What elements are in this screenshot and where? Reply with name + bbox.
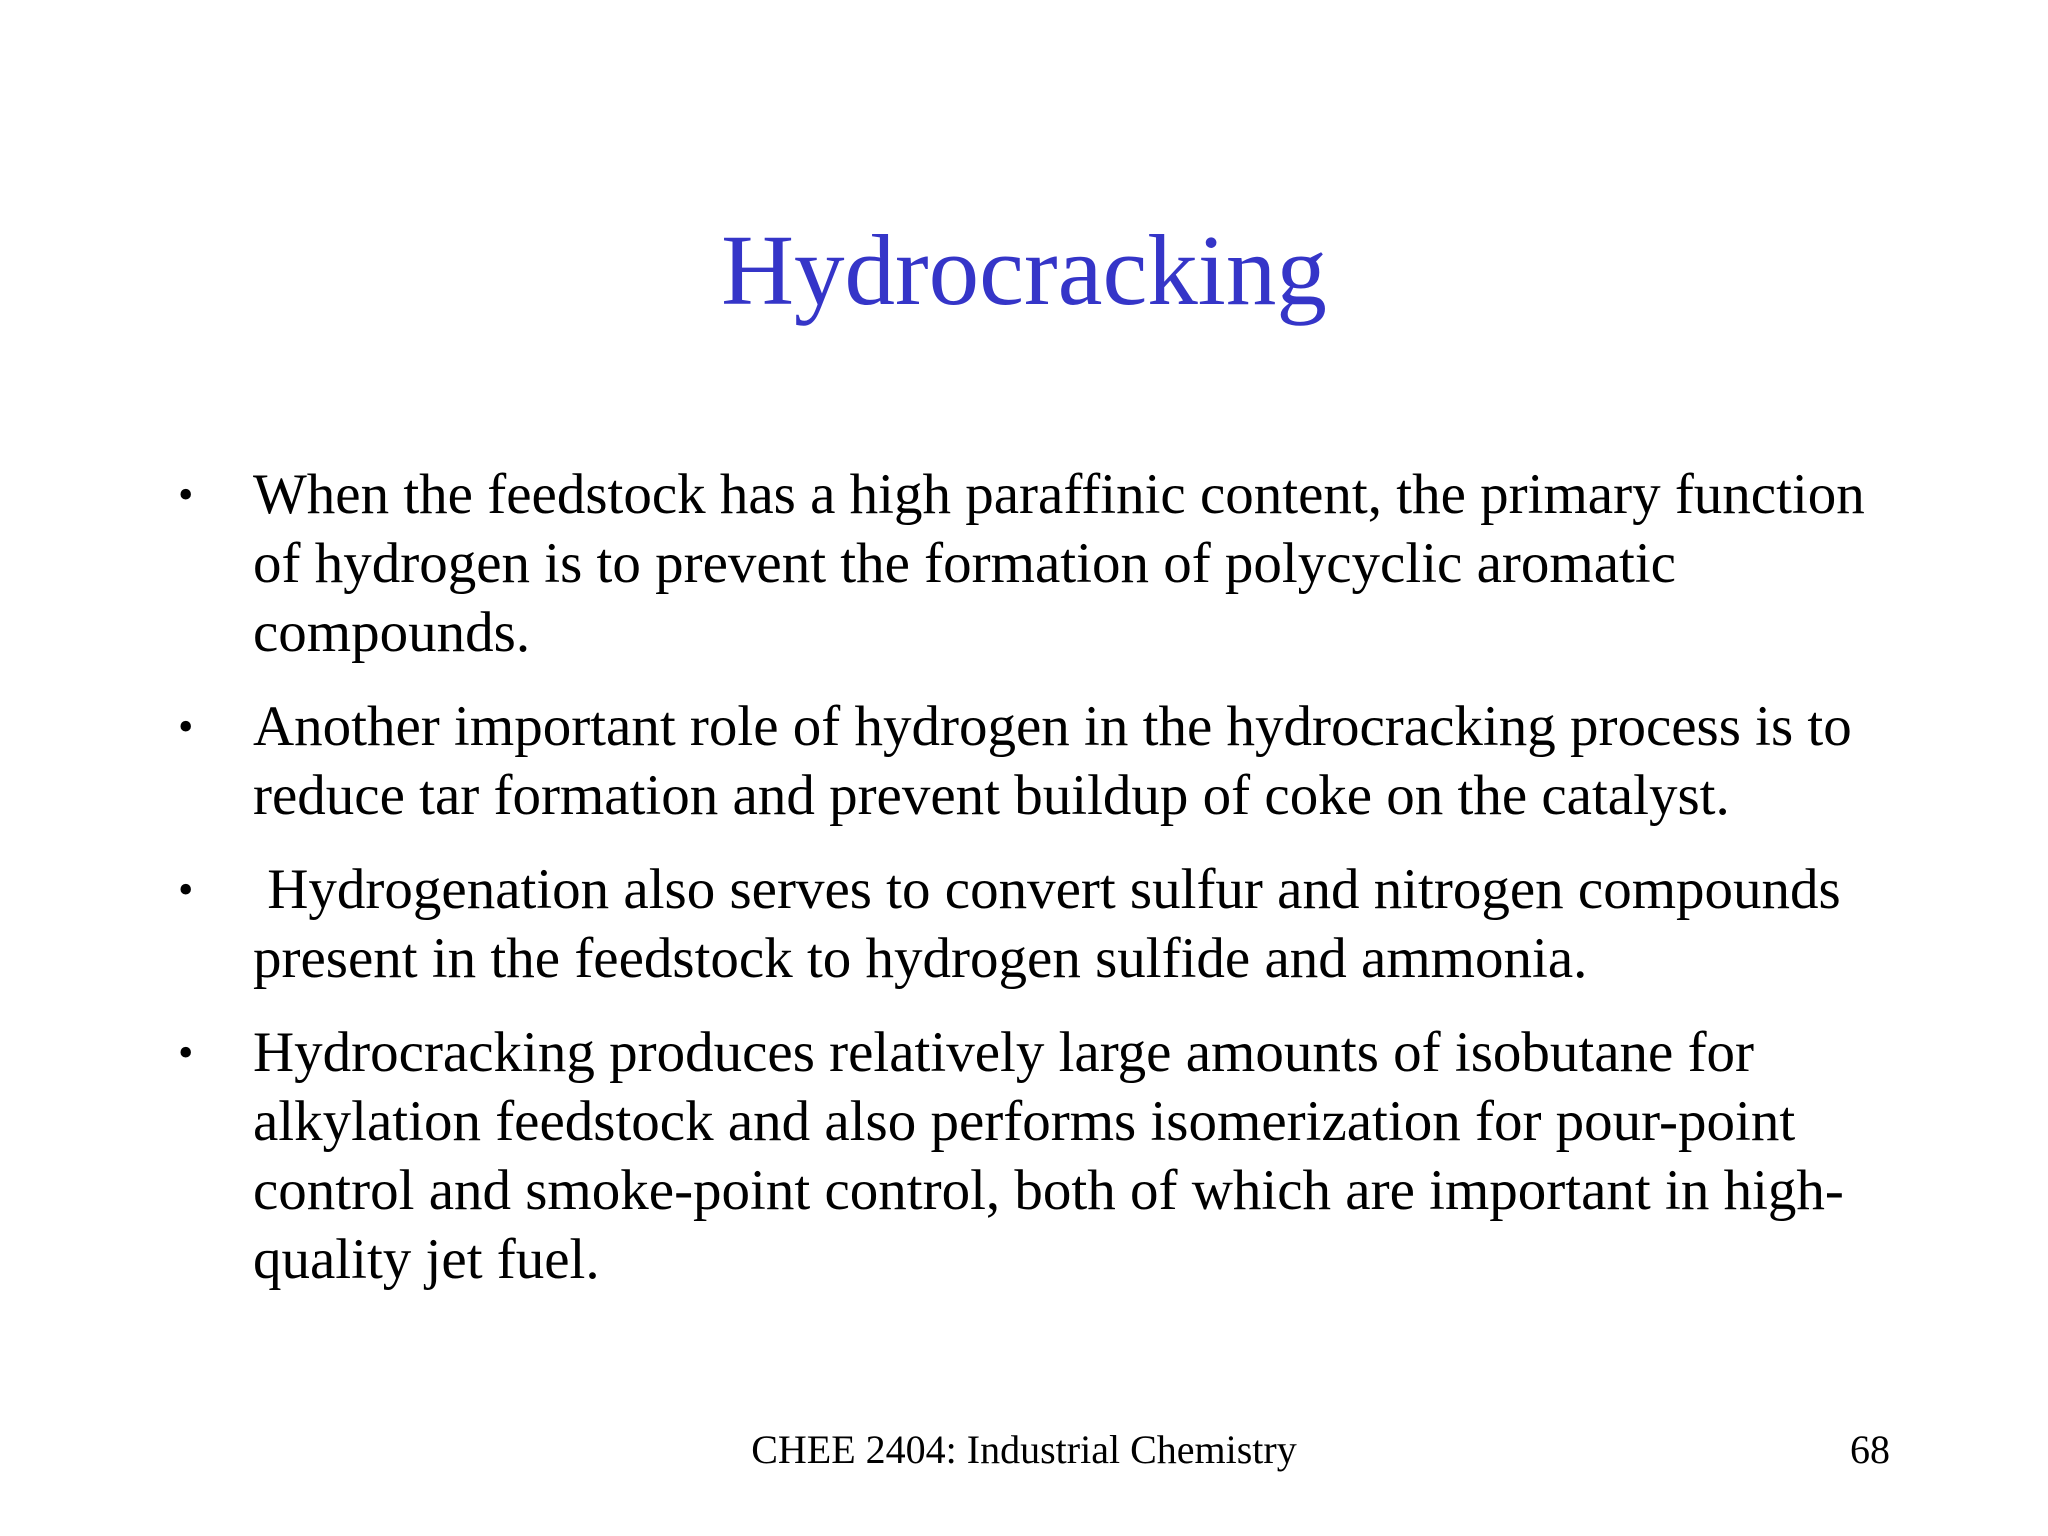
bullet-marker: • — [178, 1028, 194, 1077]
bullet-item — [170, 692, 1910, 830]
bullet-item — [170, 1018, 1910, 1294]
bullet-item — [170, 855, 1910, 993]
bullet-item — [170, 460, 1910, 667]
bullet-list — [170, 460, 1910, 1319]
slide-title: Hydrocracking — [721, 214, 1327, 326]
slide-footer: CHEE 2404: Industrial Chemistry — [751, 1427, 1297, 1472]
bullet-marker: • — [178, 470, 194, 519]
bullet-text: When the feedstock has a high paraffinic content, the primary function of hydrogen is to prevent the formation of polycyclic aromatic compounds. — [253, 463, 1865, 664]
bullet-marker: • — [178, 702, 194, 751]
bullet-marker: • — [178, 865, 194, 914]
bullet-text: Hydrogenation also serves to convert sulfur and nitrogen compounds present in the feedstock to hydrogen sulfide and ammonia. — [253, 858, 1855, 990]
page-number: 68 — [1850, 1427, 1890, 1472]
bullet-text: Another important role of hydrogen in the hydrocracking process is to reduce tar formation and prevent buildup of coke on the catalyst. — [253, 695, 1852, 827]
bullet-text: Hydrocracking produces relatively large amounts of isobutane for alkylation feedstock and also performs isomerization for pour-point control and smoke-point control, both of which are important in high-quality jet fuel. — [253, 1021, 1844, 1291]
